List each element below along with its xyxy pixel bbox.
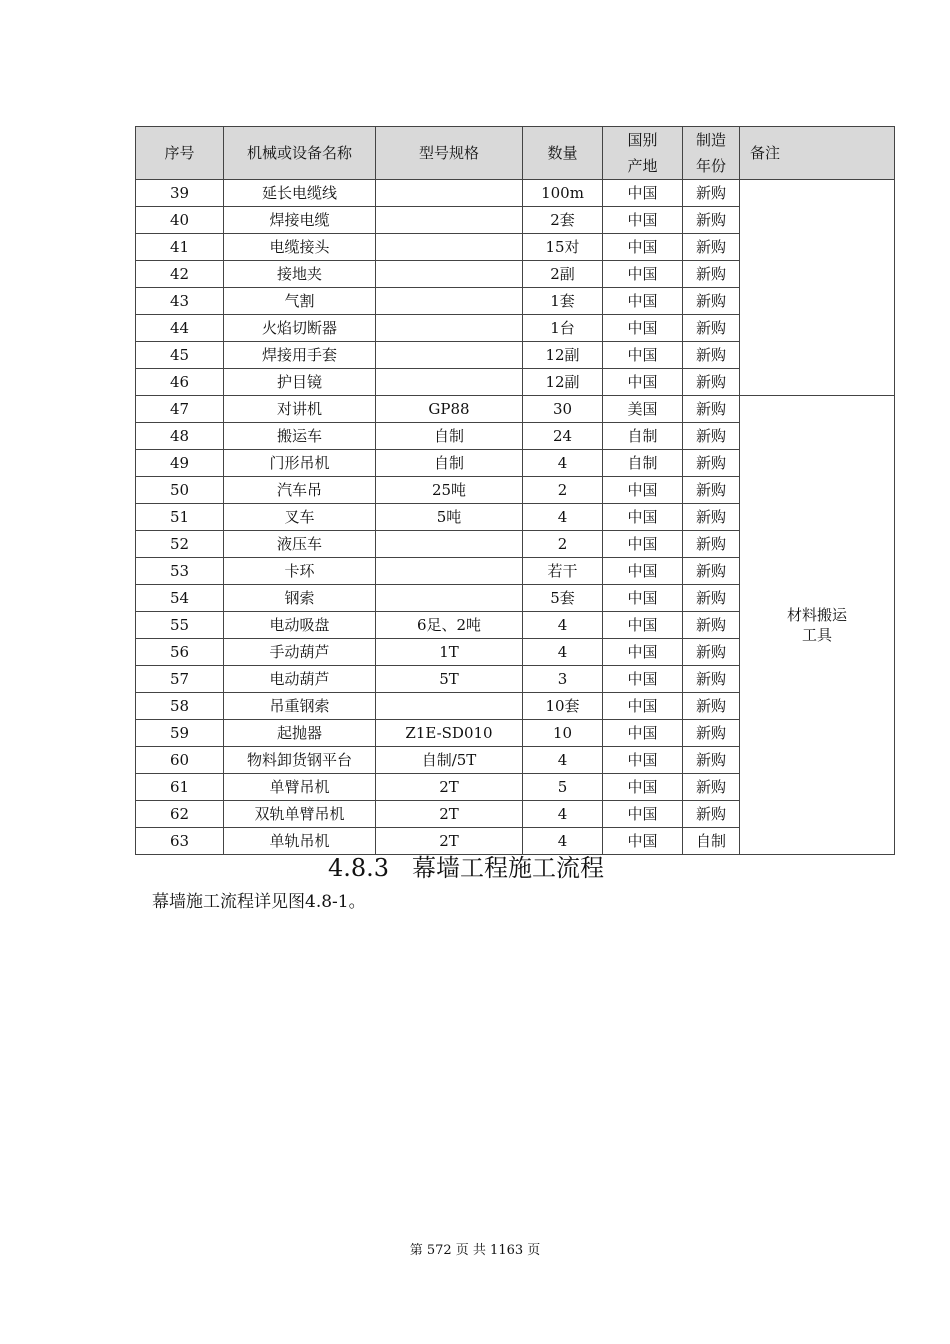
cell-model — [376, 207, 523, 234]
cell-origin: 中国 — [603, 531, 683, 558]
section-number: 4.8.3 — [328, 854, 390, 882]
cell-model: 自制 — [376, 450, 523, 477]
cell-model — [376, 315, 523, 342]
section-title: 幕墙工程施工流程 — [411, 854, 604, 882]
cell-qty: 24 — [523, 423, 603, 450]
cell-year: 新购 — [683, 612, 740, 639]
note-group-2-line1: 材料搬运 — [786, 606, 847, 624]
cell-name: 接地夹 — [224, 261, 376, 288]
cell-year: 新购 — [683, 801, 740, 828]
header-year-line2: 年份 — [695, 157, 726, 175]
cell-seq: 52 — [136, 531, 224, 558]
cell-qty: 4 — [523, 612, 603, 639]
cell-qty: 10套 — [523, 693, 603, 720]
cell-seq: 39 — [136, 180, 224, 207]
cell-name: 卡环 — [224, 558, 376, 585]
cell-name: 物料卸货钢平台 — [224, 747, 376, 774]
note-group-2 — [740, 396, 895, 855]
header-origin-line1: 国别 — [627, 131, 658, 149]
header-name: 机械或设备名称 — [224, 127, 376, 180]
cell-model: 自制/5T — [376, 747, 523, 774]
cell-year: 新购 — [683, 504, 740, 531]
cell-model: 5T — [376, 666, 523, 693]
cell-qty: 2套 — [523, 207, 603, 234]
cell-model: 自制 — [376, 423, 523, 450]
cell-origin: 中国 — [603, 828, 683, 855]
cell-origin: 中国 — [603, 477, 683, 504]
cell-year: 新购 — [683, 207, 740, 234]
cell-seq: 62 — [136, 801, 224, 828]
cell-qty: 5 — [523, 774, 603, 801]
cell-name: 对讲机 — [224, 396, 376, 423]
cell-qty: 2 — [523, 531, 603, 558]
cell-name: 电动吸盘 — [224, 612, 376, 639]
cell-origin: 中国 — [603, 207, 683, 234]
header-year-line1: 制造 — [695, 131, 726, 149]
cell-name: 钢索 — [224, 585, 376, 612]
cell-origin: 中国 — [603, 342, 683, 369]
cell-seq: 56 — [136, 639, 224, 666]
cell-seq: 45 — [136, 342, 224, 369]
note-group-1 — [740, 180, 895, 396]
cell-seq: 49 — [136, 450, 224, 477]
cell-year: 新购 — [683, 423, 740, 450]
cell-origin: 中国 — [603, 504, 683, 531]
cell-model — [376, 531, 523, 558]
cell-year: 新购 — [683, 531, 740, 558]
cell-year: 新购 — [683, 342, 740, 369]
header-note: 备注 — [740, 127, 895, 180]
cell-model: 2T — [376, 801, 523, 828]
cell-seq: 43 — [136, 288, 224, 315]
cell-origin: 中国 — [603, 315, 683, 342]
cell-qty: 4 — [523, 747, 603, 774]
cell-origin: 中国 — [603, 774, 683, 801]
cell-origin: 自制 — [603, 423, 683, 450]
cell-origin: 中国 — [603, 585, 683, 612]
cell-origin: 中国 — [603, 558, 683, 585]
cell-year: 新购 — [683, 180, 740, 207]
cell-qty: 4 — [523, 639, 603, 666]
cell-model: 25吨 — [376, 477, 523, 504]
cell-seq: 54 — [136, 585, 224, 612]
cell-name: 吊重钢索 — [224, 693, 376, 720]
cell-model — [376, 585, 523, 612]
cell-qty: 4 — [523, 801, 603, 828]
cell-model — [376, 558, 523, 585]
cell-year: 新购 — [683, 477, 740, 504]
cell-year: 新购 — [683, 693, 740, 720]
cell-model: GP88 — [376, 396, 523, 423]
cell-model: Z1E-SD010 — [376, 720, 523, 747]
cell-name: 焊接用手套 — [224, 342, 376, 369]
cell-year: 新购 — [683, 774, 740, 801]
cell-qty: 4 — [523, 450, 603, 477]
cell-year: 新购 — [683, 396, 740, 423]
cell-model — [376, 693, 523, 720]
cell-seq: 46 — [136, 369, 224, 396]
cell-year: 新购 — [683, 234, 740, 261]
cell-name: 护目镜 — [224, 369, 376, 396]
header-year — [683, 127, 740, 180]
cell-model — [376, 288, 523, 315]
cell-origin: 中国 — [603, 693, 683, 720]
cell-name: 双轨单臂吊机 — [224, 801, 376, 828]
cell-name: 电动葫芦 — [224, 666, 376, 693]
cell-model: 5吨 — [376, 504, 523, 531]
cell-name: 火焰切断器 — [224, 315, 376, 342]
cell-qty: 1台 — [523, 315, 603, 342]
cell-model — [376, 234, 523, 261]
cell-year: 新购 — [683, 288, 740, 315]
cell-qty: 3 — [523, 666, 603, 693]
cell-model: 2T — [376, 828, 523, 855]
cell-name: 气割 — [224, 288, 376, 315]
cell-seq: 41 — [136, 234, 224, 261]
cell-seq: 57 — [136, 666, 224, 693]
cell-qty: 30 — [523, 396, 603, 423]
header-origin — [603, 127, 683, 180]
cell-name: 汽车吊 — [224, 477, 376, 504]
cell-seq: 55 — [136, 612, 224, 639]
cell-qty: 5套 — [523, 585, 603, 612]
cell-name: 焊接电缆 — [224, 207, 376, 234]
cell-year: 新购 — [683, 369, 740, 396]
table-row — [136, 180, 895, 207]
header-qty: 数量 — [523, 127, 603, 180]
page-footer: 第 572 页 共 1163 页 — [409, 1243, 541, 1258]
header-seq: 序号 — [136, 127, 224, 180]
cell-origin: 中国 — [603, 288, 683, 315]
cell-qty: 12副 — [523, 342, 603, 369]
cell-origin: 中国 — [603, 666, 683, 693]
section-heading — [328, 848, 604, 883]
cell-year: 新购 — [683, 558, 740, 585]
cell-origin: 中国 — [603, 369, 683, 396]
cell-seq: 47 — [136, 396, 224, 423]
cell-name: 起抛器 — [224, 720, 376, 747]
cell-seq: 48 — [136, 423, 224, 450]
cell-year: 新购 — [683, 639, 740, 666]
body-paragraph: 幕墙施工流程详见图4.8-1。 — [152, 892, 366, 912]
cell-seq: 42 — [136, 261, 224, 288]
cell-name: 门形吊机 — [224, 450, 376, 477]
cell-qty: 2 — [523, 477, 603, 504]
cell-qty: 4 — [523, 504, 603, 531]
cell-model: 6足、2吨 — [376, 612, 523, 639]
cell-model — [376, 180, 523, 207]
cell-name: 叉车 — [224, 504, 376, 531]
cell-name: 液压车 — [224, 531, 376, 558]
cell-qty: 12副 — [523, 369, 603, 396]
cell-model — [376, 342, 523, 369]
header-model: 型号规格 — [376, 127, 523, 180]
cell-year: 自制 — [683, 828, 740, 855]
cell-name: 电缆接头 — [224, 234, 376, 261]
cell-name: 延长电缆线 — [224, 180, 376, 207]
cell-seq: 50 — [136, 477, 224, 504]
cell-qty: 1套 — [523, 288, 603, 315]
cell-seq: 58 — [136, 693, 224, 720]
cell-seq: 63 — [136, 828, 224, 855]
cell-qty: 2副 — [523, 261, 603, 288]
cell-origin: 中国 — [603, 720, 683, 747]
cell-model: 2T — [376, 774, 523, 801]
cell-seq: 40 — [136, 207, 224, 234]
cell-year: 新购 — [683, 747, 740, 774]
table-header — [136, 127, 895, 180]
cell-origin: 中国 — [603, 801, 683, 828]
cell-year: 新购 — [683, 666, 740, 693]
table-row — [136, 396, 895, 423]
cell-year: 新购 — [683, 261, 740, 288]
cell-origin: 中国 — [603, 747, 683, 774]
cell-origin: 中国 — [603, 234, 683, 261]
cell-name: 搬运车 — [224, 423, 376, 450]
cell-year: 新购 — [683, 315, 740, 342]
cell-name: 单臂吊机 — [224, 774, 376, 801]
cell-qty: 若干 — [523, 558, 603, 585]
cell-year: 新购 — [683, 720, 740, 747]
cell-origin: 中国 — [603, 261, 683, 288]
cell-model — [376, 261, 523, 288]
cell-origin: 中国 — [603, 612, 683, 639]
cell-name: 单轨吊机 — [224, 828, 376, 855]
note-group-2-line2: 工具 — [801, 626, 832, 644]
cell-origin: 中国 — [603, 639, 683, 666]
cell-seq: 44 — [136, 315, 224, 342]
cell-model — [376, 369, 523, 396]
cell-seq: 59 — [136, 720, 224, 747]
equipment-table — [135, 126, 895, 855]
cell-seq: 60 — [136, 747, 224, 774]
cell-qty: 100m — [523, 180, 603, 207]
table-body — [136, 180, 895, 855]
cell-seq: 61 — [136, 774, 224, 801]
cell-origin: 美国 — [603, 396, 683, 423]
cell-model: 1T — [376, 639, 523, 666]
cell-origin: 自制 — [603, 450, 683, 477]
cell-year: 新购 — [683, 450, 740, 477]
cell-origin: 中国 — [603, 180, 683, 207]
cell-name: 手动葫芦 — [224, 639, 376, 666]
cell-qty: 15对 — [523, 234, 603, 261]
cell-year: 新购 — [683, 585, 740, 612]
cell-seq: 51 — [136, 504, 224, 531]
cell-qty: 4 — [523, 828, 603, 855]
cell-qty: 10 — [523, 720, 603, 747]
header-origin-line2: 产地 — [627, 157, 658, 175]
cell-seq: 53 — [136, 558, 224, 585]
